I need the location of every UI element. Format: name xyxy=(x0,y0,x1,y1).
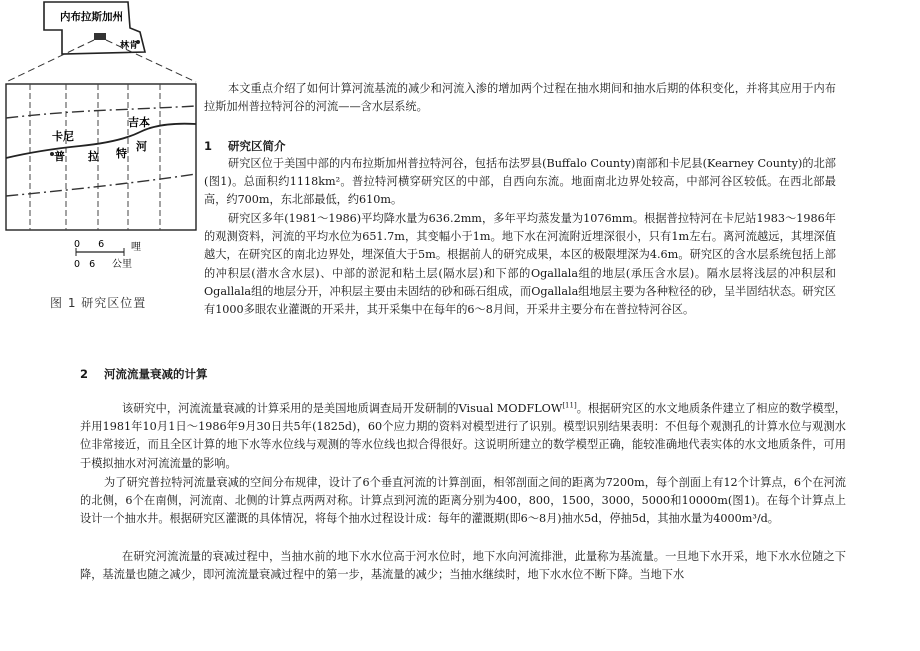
inset-state-label: 内布拉斯加州 xyxy=(60,11,123,23)
section-1-heading xyxy=(204,138,286,154)
s2-p1-text-b: 。根据研究区的水文地质条件建立了相应的数学模型，并用1981年10月1日～1986年9月30日共5年(1825d)，60个应力期的资料对模型进行了识别。模型识别结果表明：不但每个观测孔的计算水位与观测水位非常接近，而且全区计算的地下水等水位线与观测的等水位线也拟合得很好。这说明所建立的数学模型正确，能较准确地代表实体的水文地质条件，可用于模拟抽水对河流流量的影响。 xyxy=(80,402,846,470)
citation-ref: [11] xyxy=(562,401,577,410)
section-2-heading xyxy=(80,366,208,382)
north-boundary-line xyxy=(6,106,196,118)
section-2-paragraph-2: 为了研究普拉特河流量衰减的空间分布规律，设计了6个垂直河流的计算剖面，相邻剖面之间的距离为7200m，每个剖面上有12个计算点，6个在河流的北侧，6个在南侧，河流南、北侧的计算点两两对称。计算点到河流的距离分别为400，800，1500，3000，5000和10000m(图1)。在每个计算点上设计一个抽水井。根据研究区灌溉的具体情况，将每个抽水过程设计成：每年的灌溉期(即6～8月)抽水5d，停抽5d，其抽水量为4000m³/d。 xyxy=(80,476,846,526)
projection-line-left xyxy=(6,40,94,82)
map-label-pu: 普 xyxy=(54,150,65,163)
section-1-number: 1 xyxy=(204,139,213,153)
figure-1-location-map xyxy=(0,0,200,320)
study-area-map xyxy=(0,0,200,320)
scale-km-ticks: 0 6 xyxy=(74,259,96,270)
map-label-river: 河 xyxy=(136,140,147,153)
section-2-paragraph-1 xyxy=(80,400,846,473)
map-label-te: 特 xyxy=(116,147,127,160)
section-2-paragraph-3: 在研究河流流量的衰减过程中，当抽水前的地下水水位高于河水位时，地下水向河流排泄，此量称为基流量。一旦地下水开采，地下水水位随之下降，基流量也随之减少，即河流流量衰减过程中的第一步，基流量的减少；当抽水继续时，地下水水位不断下降。当地下水 xyxy=(80,550,846,582)
s2-p1-text-a: 该研究中，河流流量衰减的计算采用的是美国地质调查局开发研制的Visual MODFLOW xyxy=(122,402,563,415)
inset-lincoln-label: 林肯 xyxy=(120,41,139,51)
scale-miles-unit: 哩 xyxy=(131,242,141,253)
scale-km-unit: 公里 xyxy=(112,259,132,270)
section-2-title: 河流流量衰减的计算 xyxy=(104,367,208,381)
study-area-frame xyxy=(6,84,196,230)
map-label-la: 拉 xyxy=(88,150,99,163)
section-2-number: 2 xyxy=(80,367,89,381)
south-boundary-line xyxy=(6,174,196,196)
section-1-title: 研究区简介 xyxy=(228,139,286,153)
figure-caption: 图 1 研究区位置 xyxy=(50,296,147,310)
intro-paragraph: 本文重点介绍了如何计算河流基流的减少和河流入渗的增加两个过程在抽水期间和抽水后期的体积变化，并将其应用于内布拉斯加州普拉特河谷的河流——含水层系统。 xyxy=(204,82,836,114)
study-area-inset-marker xyxy=(94,33,106,40)
map-label-gibbon: 吉本 xyxy=(128,116,150,129)
platte-river-line xyxy=(6,124,196,158)
scale-miles-ticks: 0 6 xyxy=(74,239,105,250)
section-1-paragraph-2: 研究区多年(1981～1986)平均降水量为636.2mm，多年平均蒸发量为1076mm。根据普拉特河在卡尼站1983～1986年的观测资料，河流的平均水位为651.7m，其变幅小于1m。地下水在河流附近埋深很小，只有1m左右。离河流越远，其埋深值越大，在研究区的南北边界处，埋深值大于5m。根据前人的研究成果，本区的极限埋深为4.6m。研究区的含水层系统包括上部的冲积层(潜水含水层)、中部的淤泥和粘土层(隔水层)和下部的Ogallala组的地层(承压含水层)。隔水层将浅层的冲积层和Ogallala组的地层分开，冲积层主要由未固结的砂和砾石组成，而Ogallala组地层主要为各种粒径的砂，呈半固结状态。研究区有1000多眼农业灌溉的开采井，其开采集中在每年的6～8月间，开采井主要分布在普拉特河谷区。 xyxy=(204,212,836,317)
projection-line-right xyxy=(106,40,196,82)
section-1-paragraph-1: 研究区位于美国中部的内布拉斯加州普拉特河谷，包括布法罗县(Buffalo County)南部和卡尼县(Kearney County)的北部(图1)。总面积约1118km²。普拉特河横穿研究区的中部，自西向东流。地面南北边界处较高，中部河谷区较低。在西北部最高，约700m，东北部最低，约610m。 xyxy=(204,157,836,207)
map-label-kearney: 卡尼 xyxy=(52,130,74,143)
